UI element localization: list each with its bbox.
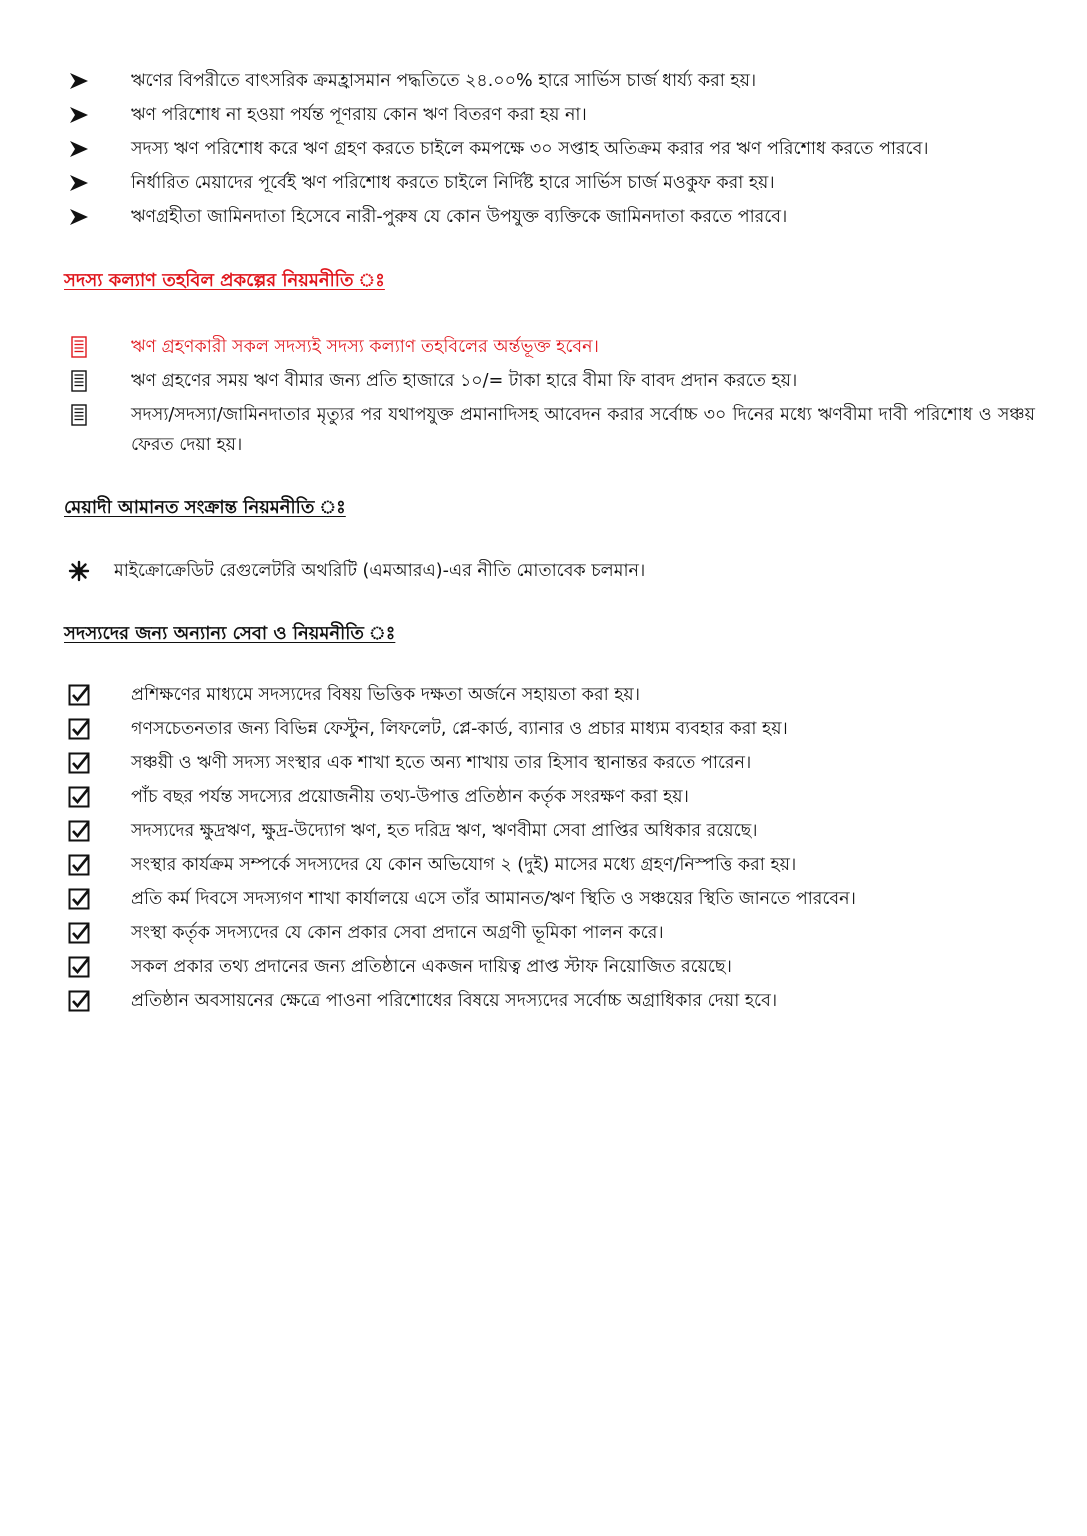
list-item (0, 66, 1087, 100)
list-item-text: সকল প্রকার তথ্য প্রদানের জন্য প্রতিষ্ঠানে একজন দায়িত্ব প্রাপ্ত স্টাফ নিয়োজিত রয়েছে। (131, 957, 732, 977)
section-heading-welfare-fund: সদস্য কল্যাণ তহবিল প্রকল্পের নিয়মনীতি ঃ (64, 270, 385, 291)
document-lines-icon (66, 400, 92, 430)
list-item (0, 332, 1087, 366)
list-item-text: সদস্য ঋণ পরিশোধ করে ঋণ গ্রহণ করতে চাইলে কমপক্ষে ৩০ সপ্তাহ অতিক্রম করার পর ঋণ পরিশোধ করতে পারবে। (131, 139, 929, 159)
list-item (0, 816, 1087, 850)
list-item-text: নির্ধারিত মেয়াদের পূর্বেই ঋণ পরিশোধ করতে চাইলে নির্দিষ্ট হারে সার্ভিস চার্জ মওকুফ করা হয়। (131, 173, 775, 193)
arrow-bullet-icon (66, 100, 92, 130)
list-item-text: মাইক্রোক্রেডিট রেগুলেটরি অথরিটি (এমআরএ)-এর নীতি মোতাবেক চলমান। (114, 561, 646, 581)
checkbox-checked-icon (66, 748, 92, 778)
section-heading-other-services: সদস্যদের জন্য অন্যান্য সেবা ও নিয়মনীতি ঃ (64, 623, 396, 644)
list-item (0, 366, 1087, 400)
other-services-list (0, 680, 1087, 1020)
list-item-text: ঋণ গ্রহণকারী সকল সদস্যই সদস্য কল্যাণ তহবিলের অর্ন্তভূক্ত হবেন। (131, 337, 599, 357)
term-deposit-rules-list (0, 556, 1087, 590)
list-item (0, 714, 1087, 748)
list-item-text: গণসচেতনতার জন্য বিভিন্ন ফেস্টুন, লিফলেট, প্লে-কার্ড, ব্যানার ও প্রচার মাধ্যম ব্যবহার করা হয়। (131, 719, 788, 739)
checkbox-checked-icon (66, 918, 92, 948)
list-item (0, 400, 1087, 464)
section-heading-term-deposit: মেয়াদী আমানত সংক্রান্ত নিয়মনীতি ঃ (64, 497, 346, 518)
list-item (0, 134, 1087, 168)
list-item (0, 782, 1087, 816)
list-item-text: ঋণ গ্রহণের সময় ঋণ বীমার জন্য প্রতি হাজারে ১০/= টাকা হারে বীমা ফি বাবদ প্রদান করতে হয়। (131, 371, 798, 391)
loan-rules-list (0, 66, 1087, 236)
list-item (0, 168, 1087, 202)
checkbox-checked-icon (66, 782, 92, 812)
list-item-text: সদস্য/সদস্যা/জামিনদাতার মৃত্যুর পর যথাপযুক্ত প্রমানাদিসহ আবেদন করার সর্বোচ্চ ৩০ দিনের মধ্যে ঋণবীমা দাবী পরিশোধ ও সঞ্চয় ফেরত দেয়া হয়। (131, 405, 1035, 455)
document-lines-icon (66, 366, 92, 396)
arrow-bullet-icon (66, 134, 92, 164)
list-item (0, 986, 1087, 1020)
list-item (0, 556, 1087, 590)
checkbox-checked-icon (66, 884, 92, 914)
list-item-text: সঞ্চয়ী ও ঋণী সদস্য সংস্থার এক শাখা হতে অন্য শাখায় তার হিসাব স্থানান্তর করতে পারেন। (131, 753, 752, 773)
checkbox-checked-icon (66, 816, 92, 846)
list-item-text: সংস্থা কর্তৃক সদস্যদের যে কোন প্রকার সেবা প্রদানে অগ্রণী ভূমিকা পালন করে। (131, 923, 664, 943)
list-item (0, 918, 1087, 952)
list-item-text: প্রতিষ্ঠান অবসায়নের ক্ষেত্রে পাওনা পরিশোধের বিষয়ে সদস্যদের সর্বোচ্চ অগ্রাধিকার দেয়া হবে। (131, 991, 778, 1011)
list-item-text: প্রশিক্ষণের মাধ্যমে সদস্যদের বিষয় ভিত্তিক দক্ষতা অর্জনে সহায়তা করা হয়। (131, 685, 641, 705)
list-item (0, 952, 1087, 986)
checkbox-checked-icon (66, 986, 92, 1016)
list-item (0, 884, 1087, 918)
list-item-text: সংস্থার কার্যক্রম সম্পর্কে সদস্যদের যে কোন অভিযোগ ২ (দুই) মাসের মধ্যে গ্রহণ/নিস্পত্তি করা হয়। (131, 855, 797, 875)
document-lines-icon (66, 332, 92, 362)
checkbox-checked-icon (66, 714, 92, 744)
arrow-bullet-icon (66, 66, 92, 96)
list-item-text: ঋণের বিপরীতে বাৎসরিক ক্রমহ্রাসমান পদ্ধতিতে ২৪.০০% হারে সার্ভিস চার্জ ধার্য্য করা হয়। (131, 71, 757, 91)
arrow-bullet-icon (66, 202, 92, 232)
welfare-fund-rules-list (0, 332, 1087, 464)
list-item-text: ঋণগ্রহীতা জামিনদাতা হিসেবে নারী-পুরুষ যে কোন উপযুক্ত ব্যক্তিকে জামিনদাতা করতে পারবে। (131, 207, 788, 227)
list-item-text: ঋণ পরিশোধ না হওয়া পর্যন্ত পূণরায় কোন ঋণ বিতরণ করা হয় না। (131, 105, 587, 125)
list-item-text: প্রতি কর্ম দিবসে সদস্যগণ শাখা কার্যালয়ে এসে তাঁর আমানত/ঋণ স্থিতি ও সঞ্চয়ের স্থিতি জানতে পারবেন। (131, 889, 856, 909)
checkbox-checked-icon (66, 850, 92, 880)
list-item-text: পাঁচ বছর পর্যন্ত সদস্যের প্রয়োজনীয় তথ্য-উপাত্ত প্রতিষ্ঠান কর্তৃক সংরক্ষণ করা হয়। (131, 787, 689, 807)
checkbox-checked-icon (66, 680, 92, 710)
list-item (0, 680, 1087, 714)
list-item (0, 748, 1087, 782)
list-item (0, 202, 1087, 236)
list-item-text: সদস্যদের ক্ষুদ্রঋণ, ক্ষুদ্র-উদ্যোগ ঋণ, হত দরিদ্র ঋণ, ঋণবীমা সেবা প্রাপ্তির অধিকার রয়েছে। (131, 821, 758, 841)
list-item (0, 100, 1087, 134)
checkbox-checked-icon (66, 952, 92, 982)
arrow-bullet-icon (66, 168, 92, 198)
star-burst-icon (66, 556, 92, 586)
list-item (0, 850, 1087, 884)
